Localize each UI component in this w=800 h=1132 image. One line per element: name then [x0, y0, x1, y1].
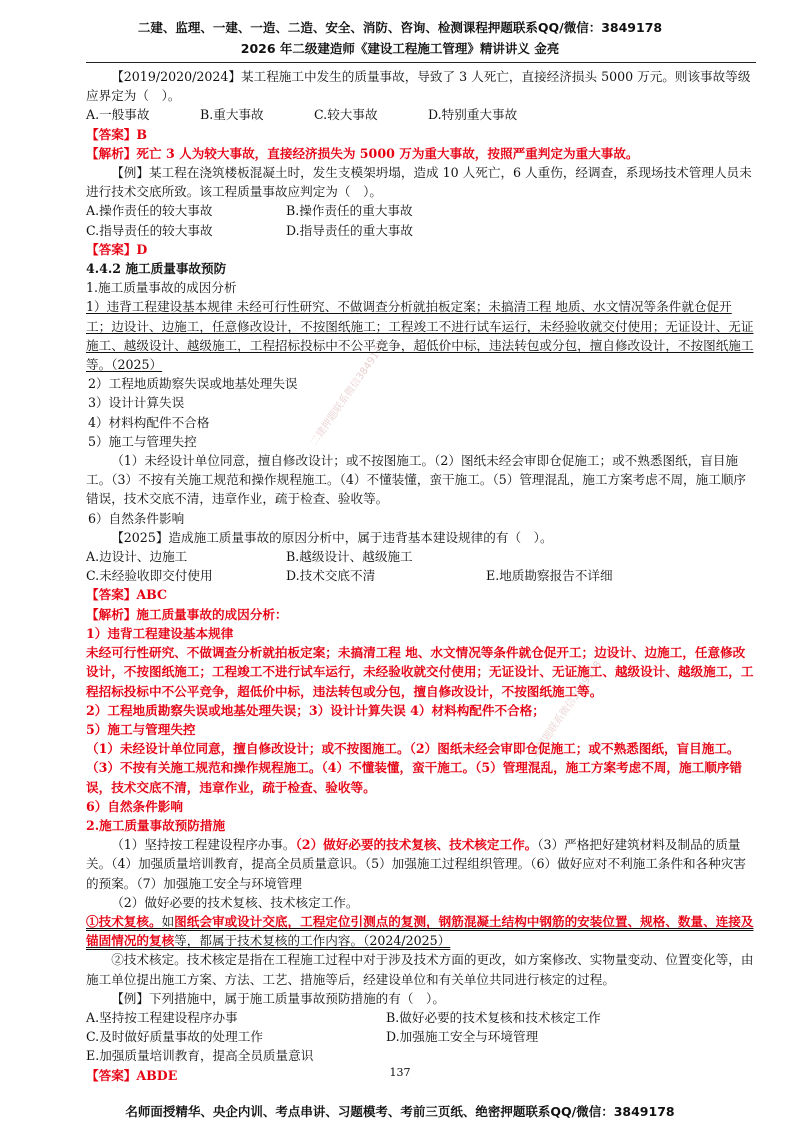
option: B.做好必要的技术复核和技术核定工作 [386, 1009, 601, 1025]
technical-review [86, 912, 754, 950]
cause-item: 6）自然条件影响 [88, 510, 185, 526]
subsection-title: 2.施工质量事故预防措施 [86, 817, 226, 833]
analysis: 【解析】施工质量事故的成因分析： [86, 606, 288, 622]
option: D.指导责任的重大事故 [286, 222, 413, 238]
measure-item: （1）坚持按工程建设程序办事。 [111, 837, 296, 853]
header-title: 2026 年二级建造师《建设工程施工管理》精讲讲义 金亮 [240, 41, 560, 56]
analysis: 5）施工与管理失控 [86, 721, 196, 737]
subsection-title: 1.施工质量事故的成因分析 [86, 280, 237, 296]
technical-review-text: 如 [161, 913, 175, 929]
analysis: 1）违背工程建设基本规律 [86, 625, 234, 641]
answer: 【答案】ABDE [86, 1067, 178, 1083]
measures-text [86, 835, 754, 893]
option: B.重大事故 [200, 107, 264, 123]
option: C.较大事故 [314, 107, 378, 123]
options-row [86, 1008, 754, 1027]
answer: 【答案】ABC [86, 587, 168, 603]
option: C.指导责任的较大事故 [86, 222, 213, 238]
watermark: 二建押题联系微信3849178 [308, 339, 390, 448]
options-row [86, 547, 754, 566]
analysis: 2）工程地质勘察失误或地基处理失误；3）设计计算失误 4）材料构配件不合格； [86, 702, 545, 718]
cause-item: 1）违背工程建设基本规律 未经可行性研究、不做调查分析就拍板定案；未搞清工程 地质、水文情况等条件就仓促开工；边设计、边施工，任意修改设计，不按图纸施工；工程竣工不进行试车运行，未经验收就交付使用；无证设计、无证施工、越级设计、越级施工，工程招标投标中不公平竞争，超低价中标，违法转包或分包，擅自修改设计，不按图纸施工等。（2025） [86, 299, 754, 373]
option: D.特别重大事故 [428, 107, 518, 123]
option: A.操作责任的较大事故 [86, 203, 213, 219]
technical-review-text: 等，都属于技术复核的工作内容。（2024/2025） [174, 933, 451, 949]
option: D.加强施工安全与环境管理 [386, 1029, 539, 1045]
watermark: 二建押题联系微信3849178 [523, 659, 605, 768]
page-body [86, 67, 754, 1085]
cause-item: 3）设计计算失误 [88, 395, 185, 411]
options-row [86, 566, 754, 585]
cause-item: 4）材料构配件不合格 [88, 414, 210, 430]
option: E.地质勘察报告不详细 [486, 568, 613, 584]
analysis: 未经可行性研究、不做调查分析就拍板定案；未搞清工程 地、水文情况等条件就仓促开工；边设计、边施工，任意修改设计，不按图纸施工；工程竣工不进行试车运行，未经验收就交付使用；无证设计、无证施工、越级设计、越级施工，工程招标投标中不公平竞争，超低价中标，违法转包或分包，擅自修改设计，不按图纸施工等。 [86, 645, 754, 699]
option: A.坚持按工程建设程序办事 [86, 1009, 238, 1025]
technical-approval: ②技术核定。技术核定是指在工程施工过程中对于涉及技术方面的更改，如方案修改、实物量变动、位置变化等，由施工单位提出施工方案、方法、工艺、措施等后，经建设单位和有关单位共同进行核定的过程。 [86, 952, 754, 987]
question-stem: 【2025】造成施工质量事故的原因分析中，属于违背基本建设规律的有（ ）。 [111, 529, 553, 545]
section-title: 4.4.2 施工质量事故预防 [86, 261, 227, 277]
options-row [86, 221, 754, 240]
question-stem: 【例】某工程在浇筑楼板混凝土时，发生支模架坍塌，造成 10 人死亡，6 人重伤，经调查，系现场技术管理人员未进行技术交底所致。该工程质量事故应判定为（ ）。 [86, 165, 752, 200]
technical-review-label: ①技术复核。 [86, 913, 162, 929]
answer: 【答案】B [86, 126, 148, 142]
question-stem: 【例】下列措施中，属于施工质量事故预防措施的有（ ）。 [111, 990, 445, 1006]
header-divider [86, 62, 756, 63]
question-stem: 【2019/2020/2024】某工程施工中发生的质量事故，导致了 3 人死亡，直接经济损头 5000 万元。则该事故等级应界定为（ ）。 [86, 69, 751, 104]
options-row [86, 105, 754, 124]
cause-item: 2）工程地质勘察失误或地基处理失误 [88, 376, 298, 392]
analysis: 6）自然条件影响 [86, 798, 183, 814]
answer: 【答案】D [86, 241, 148, 257]
measure-item: （3）严格把好建筑材料及制品的质量关。（4）加强质量培训教育，提高全员质量意识。（5）加强施工过程组织管理。（6）做好应对不利施工条件和各种灾害的预案。（7）加强施工安全与环境管理 [86, 837, 747, 891]
cause-item: 5）施工与管理失控 [88, 433, 197, 449]
options-row [86, 1027, 754, 1046]
cause-detail: （1）未经设计单位同意，擅自修改设计；或不按图施工。（2）图纸未经会审即仓促施工；或不熟悉图纸，盲目施工。（3）不按有关施工规范和操作规程施工。（4）不懂装懂，蛮干施工。（5）管理混乱，施工方案考虑不周，施工顺序错误，技术交底不清，违章作业，疏于检查、验收等。 [86, 453, 747, 507]
analysis: 【解析】死亡 3 人为较大事故，直接经济损失为 5000 万为重大事故，按照严重判定为重大事故。 [86, 145, 639, 161]
options-row [86, 201, 754, 220]
option: C.及时做好质量事故的处理工作 [86, 1029, 263, 1045]
page-number: 137 [389, 1066, 411, 1079]
footer-contact-line: 名师面授精华、央企内训、考点串讲、习题模考、考前三页纸、绝密押题联系QQ/微信：3849178 [125, 1104, 675, 1119]
option: A.一般事故 [86, 107, 150, 123]
option: B.越级设计、越级施工 [286, 549, 413, 565]
option: D.技术交底不清 [286, 568, 376, 584]
measure-sub: （2）做好必要的技术复核、技术核定工作。 [111, 894, 359, 910]
analysis: （1）未经设计单位同意，擅自修改设计；或不按图施工。（2）图纸未经会审即仓促施工；或不熟悉图纸，盲目施工。（3）不按有关施工规范和操作规程施工。（4）不懂装懂，蛮干施工。（5）管理混乱，施工方案考虑不周，施工顺序错误，技术交底不清，违章作业，疏于检查、验收等。 [86, 741, 742, 795]
measure-highlight: （2）做好必要的技术复核、技术核定工作。 [295, 837, 538, 853]
technical-review-highlight: 图纸会审或设计交底，工程定位引测点的复测，钢筋混凝土结构中钢筋的安装位置、规格、数量、连接及锚固情况的复核 [86, 913, 754, 949]
header-contact-line: 二建、监理、一建、一造、二造、安全、消防、咨询、检测课程押题联系QQ/微信：3849178 [137, 20, 663, 35]
option: E.加强质量培训教育，提高全员质量意识 [86, 1048, 314, 1064]
option: B.操作责任的重大事故 [286, 203, 413, 219]
option: C.未经验收即交付使用 [86, 568, 213, 584]
option: A.边设计、边施工 [86, 549, 188, 565]
